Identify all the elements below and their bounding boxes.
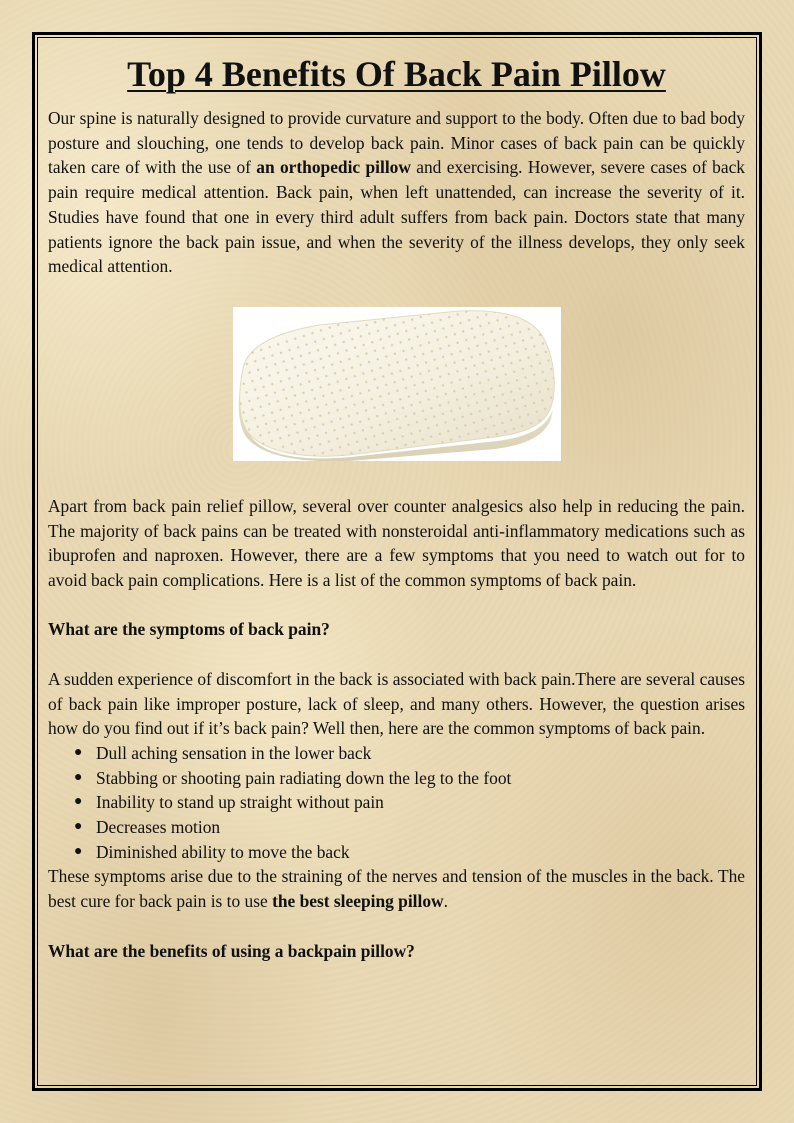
- intro-paragraph: [48, 106, 745, 279]
- list-item-text: Inability to stand up straight without pain: [96, 792, 384, 813]
- benefits-heading: What are the benefits of using a backpain pillow?: [48, 940, 415, 961]
- list-item-text: Stabbing or shooting pain radiating down the leg to the foot: [96, 767, 512, 788]
- list-item-text: Dull aching sensation in the lower back: [96, 742, 372, 763]
- bullet-icon: ●: [74, 819, 83, 835]
- bullet-icon: ●: [74, 794, 83, 810]
- list-item: [74, 741, 745, 766]
- list-item: [74, 766, 745, 791]
- document-content: [48, 48, 745, 963]
- cure-text-end: .: [443, 891, 448, 912]
- symptoms-intro-paragraph: A sudden experience of discomfort in the back is associated with back pain.There are several causes of back pain like improper posture, lack of sleep, and many others. However, the question arises how do you find out if it’s back pain? Well then, here are the common symptoms of back pain.: [48, 668, 745, 739]
- list-item: [74, 790, 745, 815]
- cure-paragraph: [48, 864, 745, 913]
- orthopedic-pillow-link: an orthopedic pillow: [256, 157, 411, 178]
- list-item-text: Decreases motion: [96, 817, 221, 838]
- page-title: Top 4 Benefits Of Back Pain Pillow: [127, 54, 666, 94]
- analgesics-paragraph: Apart from back pain relief pillow, several over counter analgesics also help in reducing the pain. The majority of back pains can be treated with nonsteroidal anti-inflammatory medications such as ibuprofen and naproxen. However, there are a few symptoms that you need to watch out for to avoid back pain complications. Here is a list of the common symptoms of back pain.: [48, 495, 745, 591]
- spacer: [48, 914, 745, 939]
- best-sleeping-pillow-link: the best sleeping pillow: [272, 891, 444, 912]
- bullet-icon: ●: [74, 744, 83, 760]
- intro-text-end: and exercising. However, severe cases of back pain require medical attention. Back pain, when left unattended, can increase the severity of it. Studies have found that one in every third adult suffers from back pain. Doctors state that many patients ignore the back pain issue, and when the severity of the illness develops, they only seek medical attention.: [48, 157, 745, 277]
- bullet-icon: ●: [74, 769, 83, 785]
- cure-text-start: These symptoms arise due to the straining of the nerves and tension of the muscles in the back. The best cure for back pain is to use: [48, 866, 745, 912]
- list-item: [74, 815, 745, 840]
- pillow-image: [233, 307, 561, 461]
- symptoms-heading: What are the symptoms of back pain?: [48, 619, 330, 640]
- bullet-icon: ●: [74, 843, 83, 859]
- symptoms-list: [48, 741, 745, 865]
- list-item-text: Diminished ability to move the back: [96, 841, 350, 862]
- intro-text-start: Our spine is naturally designed to provide curvature and support to the body. Often due to bad body posture and slouching, one tends to develop back pain. Minor cases of back pain can be quickly taken care of with the use of: [48, 108, 745, 178]
- list-item: [74, 840, 745, 865]
- spacer: [48, 593, 745, 618]
- spacer: [48, 642, 745, 667]
